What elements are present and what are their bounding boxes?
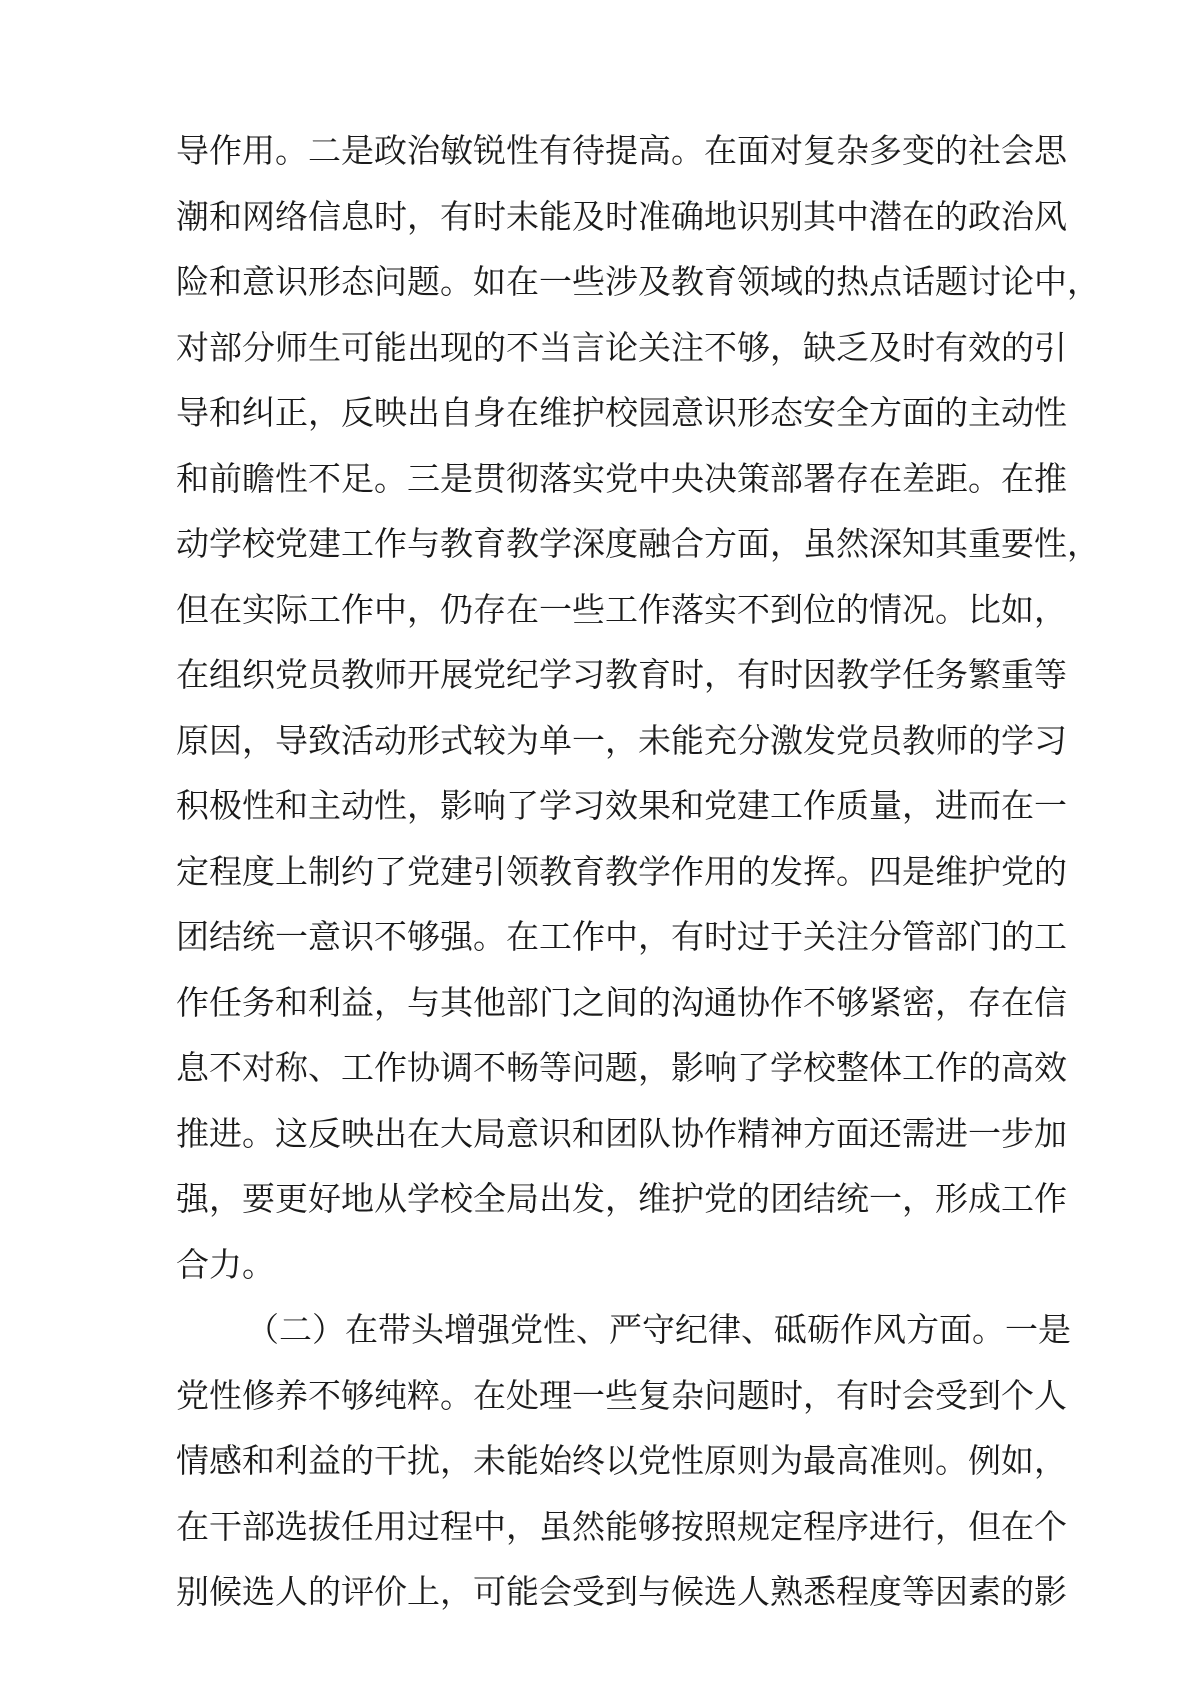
text-line: 党性修养不够纯粹。在处理一些复杂问题时，有时会受到个人 [176,1375,1067,1415]
text-line: 积极性和主动性，影响了学习效果和党建工作质量，进而在一 [176,786,1067,825]
text-line: 强，要更好地从学校全局出发，维护党的团结统一，形成工作 [176,1179,1067,1218]
text-line: 险和意识形态问题。如在一些涉及教育领域的热点话题讨论中， [176,262,1100,301]
section-heading-line: （二）在带头增强党性、严守纪律、砥砺作风方面。一是 [246,1310,1071,1349]
text-line: 别候选人的评价上，可能会受到与候选人熟悉程度等因素的影 [176,1572,1067,1611]
text-line: 原因，导致活动形式较为单一，未能充分激发党员教师的学习 [176,720,1067,760]
text-line: 在组织党员教师开展党纪学习教育时，有时因教学任务繁重等 [176,655,1067,694]
text-line: 在干部选拔任用过程中，虽然能够按照规定程序进行，但在个 [176,1506,1067,1546]
text-line: 推进。这反映出在大局意识和团队协作精神方面还需进一步加 [176,1113,1067,1153]
text-line: 息不对称、工作协调不畅等问题，影响了学校整体工作的高效 [176,1048,1067,1087]
text-line: 但在实际工作中，仍存在一些工作落实不到位的情况。比如， [176,589,1067,629]
text-line: 情感和利益的干扰，未能始终以党性原则为最高准则。例如， [176,1441,1067,1480]
text-line: 对部分师生可能出现的不当言论关注不够，缺乏及时有效的引 [176,327,1067,367]
body-text [176,118,1100,1625]
text-line: 和前瞻性不足。三是贯彻落实党中央决策部署存在差距。在推 [176,458,1067,498]
text-line: 合力。 [176,1244,275,1284]
text-line: 导作用。二是政治敏锐性有待提高。在面对复杂多变的社会思 [176,131,1067,170]
text-line: 导和纠正，反映出自身在维护校园意识形态安全方面的主动性 [176,393,1067,432]
text-line: 定程度上制约了党建引领教育教学作用的发挥。四是维护党的 [176,851,1067,891]
text-line: 作任务和利益，与其他部门之间的沟通协作不够紧密，存在信 [176,982,1067,1022]
text-line: 潮和网络信息时，有时未能及时准确地识别其中潜在的政治风 [176,196,1067,236]
text-line: 动学校党建工作与教育教学深度融合方面，虽然深知其重要性， [176,524,1100,563]
text-line: 团结统一意识不够强。在工作中，有时过于关注分管部门的工 [176,917,1067,956]
